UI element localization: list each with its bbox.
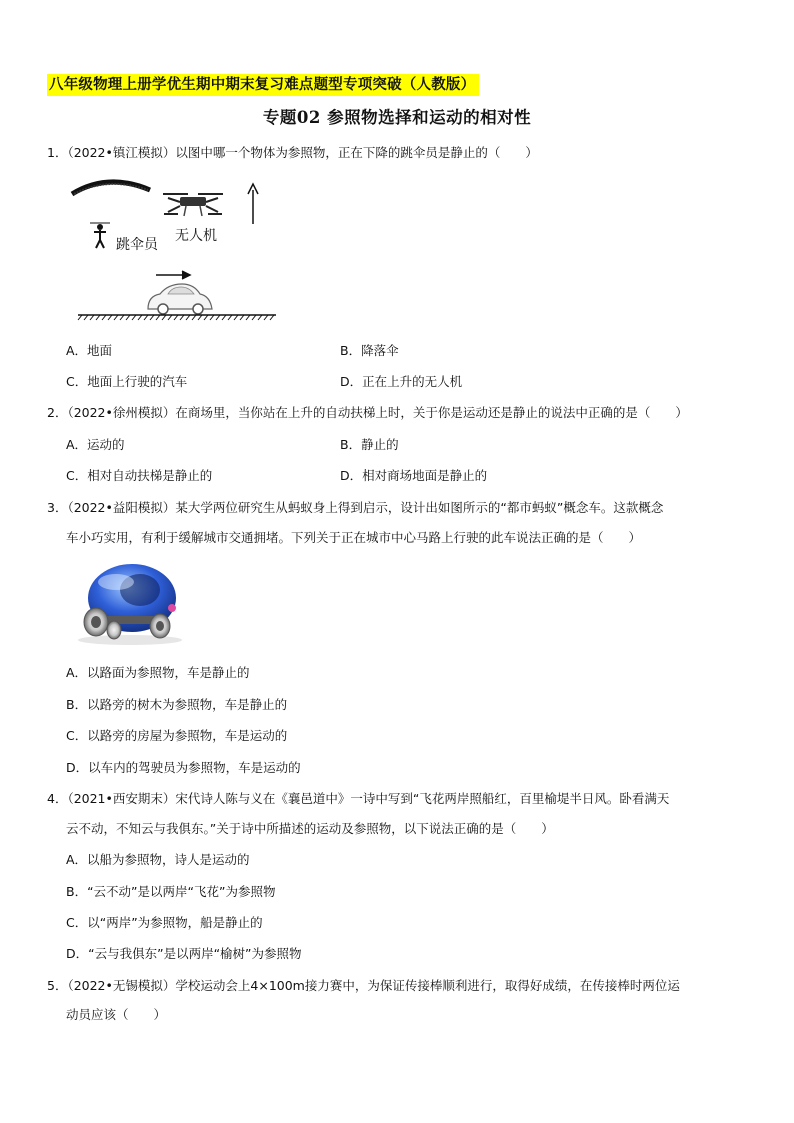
q1-option-d: D．正在上升的无人机 xyxy=(340,374,463,389)
topic-title: 专题02 参照物选择和运动的相对性 xyxy=(262,108,532,127)
question-number: 5． xyxy=(47,978,68,993)
q4-option-d: D．“云与我俱东”是以两岸“榆树”为参照物 xyxy=(66,946,302,961)
question-text: （2021•西安期末）宋代诗人陈与义在《襄邑道中》一诗中写到“飞花两岸照船红，百里榆堤半日风。卧看满天 xyxy=(67,791,670,806)
question-number: 2． xyxy=(47,405,68,420)
q1-option-a: A．地面 xyxy=(66,343,113,358)
question-2 xyxy=(47,404,688,422)
question-number: 3． xyxy=(47,500,68,515)
parachutist-figure xyxy=(90,223,110,248)
q2-option-c: C．相对自动扶梯是静止的 xyxy=(66,468,213,483)
question-number: 4． xyxy=(47,791,68,806)
figure-ant-concept-car xyxy=(68,556,188,646)
figure-label-parachutist: 跳伞员 xyxy=(116,237,158,253)
question-5-line-1 xyxy=(47,977,680,995)
question-text: （2022•镇江模拟）以图中哪一个物体为参照物，正在下降的跳伞员是静止的（ ） xyxy=(67,145,538,160)
question-number: 1． xyxy=(47,145,68,160)
question-3-line-2: 车小巧实用，有利于缓解城市交通拥堵。下列关于正在城市中心马路上行驶的此车说法正确的是（ ） xyxy=(66,530,642,545)
car-figure xyxy=(148,284,212,314)
q1-option-b: B．降落伞 xyxy=(340,343,399,358)
ground-line xyxy=(78,315,276,320)
question-text: （2022•无锡模拟）学校运动会上4×100m接力赛中，为保证传接棒顺利进行，取得好成绩，在传接棒时两位运 xyxy=(67,978,680,993)
question-4-line-1 xyxy=(47,790,669,808)
figure-parachute-drone-car xyxy=(68,172,278,324)
question-1 xyxy=(47,144,538,162)
q2-option-d: D．相对商场地面是静止的 xyxy=(340,468,488,483)
question-3-line-1 xyxy=(47,499,663,517)
q1-option-c: C．地面上行驶的汽车 xyxy=(66,374,188,389)
parachute-canopy xyxy=(72,182,150,194)
upward-arrow xyxy=(248,184,258,224)
question-text: （2022•徐州模拟）在商场里，当你站在上升的自动扶梯上时，关于你是运动还是静止的说法中正确的是（ ） xyxy=(67,405,688,420)
q3-option-a: A．以路面为参照物，车是静止的 xyxy=(66,665,250,680)
q3-option-d: D．以车内的驾驶员为参照物，车是运动的 xyxy=(66,760,301,775)
question-text: （2022•益阳模拟）某大学两位研究生从蚂蚁身上得到启示，设计出如图所示的“都市蚂蚁”概念车。这款概念 xyxy=(67,500,664,515)
q3-option-c: C．以路旁的房屋为参照物，车是运动的 xyxy=(66,728,288,743)
question-4-line-2: 云不动，不知云与我俱东。”关于诗中所描述的运动及参照物，以下说法正确的是（ ） xyxy=(66,821,554,836)
q4-option-b: B．“云不动”是以两岸“飞花”为参照物 xyxy=(66,884,276,899)
q4-option-a: A．以船为参照物，诗人是运动的 xyxy=(66,852,250,867)
q4-option-c: C．以“两岸”为参照物，船是静止的 xyxy=(66,915,263,930)
series-banner: 八年级物理上册学优生期中期末复习难点题型专项突破（人教版） xyxy=(47,74,479,96)
question-5-line-2: 动员应该（ ） xyxy=(66,1007,167,1022)
q2-option-b: B．静止的 xyxy=(340,437,399,452)
q3-option-b: B．以路旁的树木为参照物，车是静止的 xyxy=(66,697,288,712)
q2-option-a: A．运动的 xyxy=(66,437,125,452)
car-motion-arrow xyxy=(156,271,190,279)
drone-figure xyxy=(163,194,223,216)
figure-label-drone: 无人机 xyxy=(175,228,217,244)
